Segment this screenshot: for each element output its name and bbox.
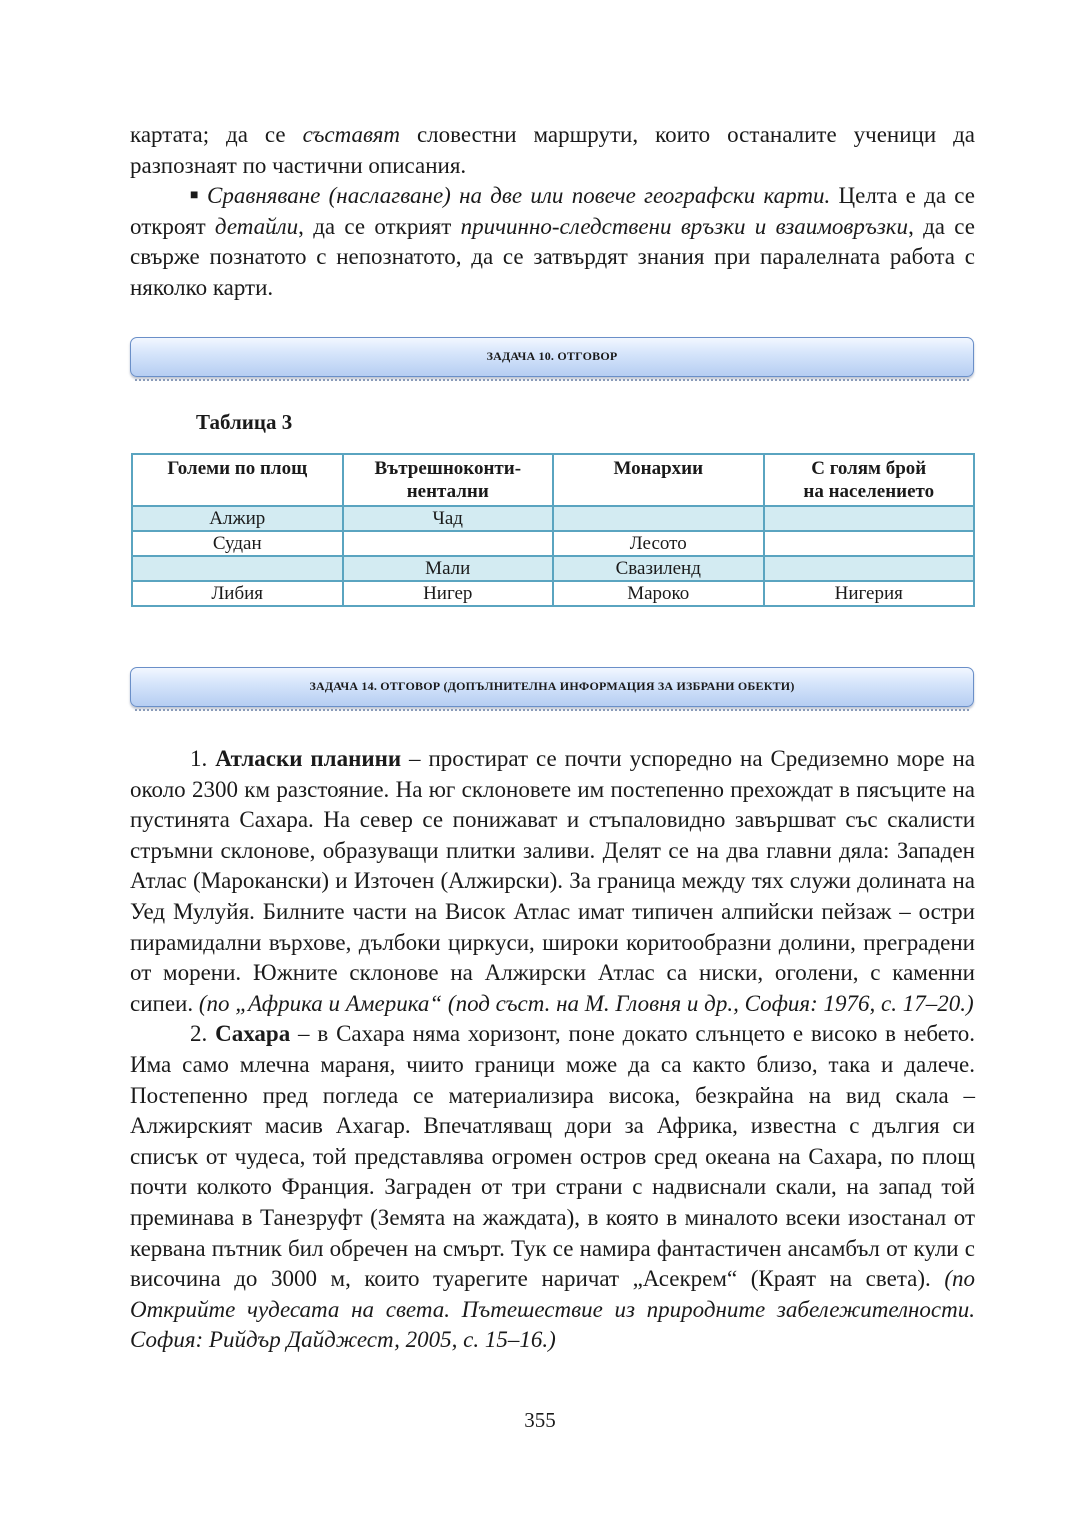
table-cell: Либия [132,581,343,606]
table-row [132,556,974,581]
table-cell [764,506,975,531]
task-14-banner: ЗАДАЧА 14. ОТГОВОР (ДОПЪЛНИТЕЛНА ИНФОРМАЦИЯ ЗА ИЗБРАНИ ОБЕКТИ) [130,667,974,707]
table-cell [764,531,975,556]
table-cell: Нигерия [764,581,975,606]
table-cell: Свазиленд [553,556,764,581]
item-source: (по „Африка и Америка“ (под съст. на М. Гловня и др., София: 1976, с. 17–20.) [198,990,974,1016]
task-10-banner: ЗАДАЧА 10. ОТГОВОР [130,337,974,377]
item-title: Сахара [215,1021,291,1047]
intro-text [130,120,975,304]
table-header-row [132,454,974,506]
header-large-population: С голям брой на населението [764,454,975,506]
item-title: Атласки планини [215,746,402,771]
header-monarchies: Монархии [553,454,764,506]
page-number: 355 [524,1408,556,1432]
table-cell: Лесото [553,531,764,556]
intro-paragraph-1: картата; да се съставят словестни маршрути, които останалите ученици да разпознаят по частични описания. [130,122,975,178]
table-caption: Таблица 3 [196,410,293,434]
table-row [132,531,974,556]
table-cell: Нигер [343,581,554,606]
intro-paragraph-2: ■ Сравняване (наслагване) на две или повече географски карти. Целта е да се откроят детайли, да се открият причинно-следствени връзки и взаимовръзки, да се свърже познатото с непознатото, да се затвърдят знания при паралелната работа с няколко карти. [130,183,976,300]
table-cell: Чад [343,506,554,531]
table-cell: Судан [132,531,343,556]
table-cell: Мароко [553,581,764,606]
task-14-content [130,744,975,1356]
table-cell [132,556,343,581]
countries-table [131,453,975,607]
table-cell: Мали [343,556,554,581]
table-row [132,581,974,606]
header-landlocked: Вътрешноконти- нентални [343,454,554,506]
table-cell [764,556,975,581]
table-cell [553,506,764,531]
item-atlas-mountains: 1. Атласки планини – простират се почти успоредно на Средиземно море на около 2300 км разстояние. На юг склоновете им постепенно прехождат в пясъците на пустинята Сахара. На север се понижават и стъпаловидно завършват със скалисти стръмни склонове, образуващи плитки заливи. Делят се на два главни дяла: Западен Атлас (Марокански) и Източен (Алжирски). За граница между тях служи долината на Уед Мулуйя. Билните части на Висок Атлас имат типичен алпийски пейзаж – остри пирамидални върхове, дълбоки циркуси, широки коритообразни долини, преградени от морени. Южните склонове на Алжирски Атлас са ниски, оголени, с каменни сипеи. (по „Африка и Америка“ (под съст. на М. Гловня и др., София: 1976, с. 17–20.) [130,746,976,1016]
table-cell: Алжир [132,506,343,531]
table-cell [343,531,554,556]
square-bullet-icon: ■ [190,188,201,204]
item-source: (по Открийте чудесата на света. Пътешествие из природните забележителности. София: Рийдър Дайджест, 2005, с. 15–16.) [130,1266,975,1353]
item-sahara: 2. Сахара – в Сахара няма хоризонт, поне докато слънцето е високо в небето. Има само млечна мараня, чиито граници може да са както близо, така и далече. Постепенно пред погледа се материализира висока, безкрайна на вид скала – Алжирският масив Ахагар. Впечатляващ дори за Африка, известна с дългия си списък от чудеса, той представлява огромен остров сред океана на Сахара, по площ почти колкото Франция. Заграден от три страни с надвиснали скали, на запад той преминава в Танезруфт (Земята на жаждата), в която в миналото всеки изостанал от кервана пътник бил обречен на смърт. Тук се намира фантастичен ансамбъл от кули с височина до 3000 м, които туарегите наричат „Асекрем“ (Краят на света). (по Открийте чудесата на света. Пътешествие из природните забележителности. София: Рийдър Дайджест, 2005, с. 15–16.) [130,1021,975,1353]
table-row [132,506,974,531]
header-large-area: Големи по площ [132,454,343,506]
